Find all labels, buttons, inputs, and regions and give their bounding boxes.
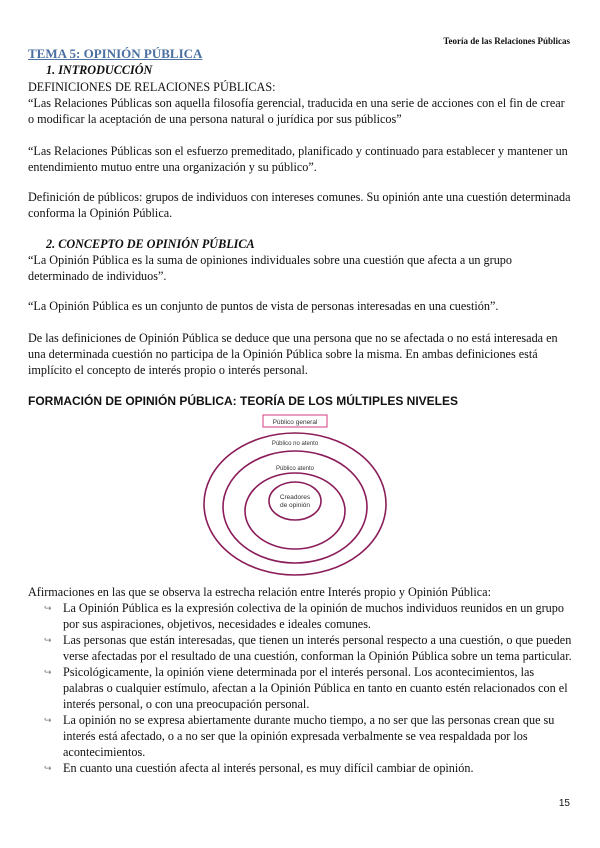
list-item — [28, 632, 573, 664]
rrpp-definition-1: “Las Relaciones Públicas son aquella filosofía gerencial, traducida en una serie de acciones con el fin de crear o modificar la aceptación de una persona natural o jurídica por sus públicos” — [28, 96, 565, 126]
op-definition-1: “La Opinión Pública es la suma de opiniones individuales sobre una cuestión que afecta a un grupo determinado de individuos”. — [28, 253, 512, 283]
diagram-ring2-label: Público no atento — [271, 441, 319, 447]
list-item — [28, 664, 573, 712]
list-item — [28, 760, 573, 776]
diagram-core-line1: Creadores — [279, 494, 311, 501]
bullet-arrow-icon: ↪ — [44, 635, 52, 645]
list-item — [28, 600, 573, 632]
ring-publico-atento — [245, 473, 345, 549]
afirmaciones-intro: Afirmaciones en las que se observa la estrecha relación entre Interés propio y Opinión Pública: — [28, 585, 491, 599]
section-heading-concepto: 2. CONCEPTO DE OPINIÓN PÚBLICA — [46, 237, 255, 251]
page-title: TEMA 5: OPINIÓN PÚBLICA — [28, 46, 203, 61]
subheading-definiciones: DEFINICIONES DE RELACIONES PÚBLICAS: — [28, 80, 276, 94]
bullet-arrow-icon: ↪ — [44, 603, 52, 613]
core-creadores-de-opinion — [269, 482, 321, 520]
diagram-ring3-label: Público atento — [275, 466, 315, 472]
diagram-outer-label: Público general — [272, 419, 318, 426]
multiple-levels-diagram — [185, 410, 425, 585]
publicos-definition: Definición de públicos: grupos de individuos con intereses comunes. Su opinión ante una cuestión determinada conforma la Opinión Pública. — [28, 190, 571, 220]
list-item-text: Las personas que están interesadas, que tienen un interés personal respecto a una cuestión, o que pueden verse afectadas por el resultado de una cuestión, conforman la Opinión Pública sobre un tema particular. — [63, 633, 572, 663]
diagram-core-line2: de opinión — [280, 502, 310, 509]
section-heading-introduccion: 1. INTRODUCCIÓN — [46, 63, 153, 77]
bullet-arrow-icon: ↪ — [44, 763, 52, 773]
page-number: 15 — [558, 798, 570, 809]
running-header: Teoría de las Relaciones Públicas — [443, 36, 570, 46]
afirmaciones-list — [28, 600, 573, 776]
bullet-arrow-icon: ↪ — [44, 715, 52, 725]
list-item — [28, 712, 573, 760]
list-item-text: La opinión no se expresa abiertamente durante mucho tiempo, a no ser que las personas crean que su interés está afectado, o a no ser que la opinión expresada verbalmente se vea respaldada por los acontecimientos. — [63, 713, 555, 759]
list-item-text: Psicológicamente, la opinión viene determinada por el interés personal. Los acontecimientos, las palabras o cualquier estímulo, afectan a la Opinión Pública en tanto en cuanto estén relacionados con el interés personal, o con una preocupación personal. — [63, 665, 568, 711]
rrpp-definition-2: “Las Relaciones Públicas son el esfuerzo premeditado, planificado y continuado para establecer y mantener un entendimiento mutuo entre una organización y su público”. — [28, 144, 568, 174]
section-heading-formacion: FORMACIÓN DE OPINIÓN PÚBLICA: TEORÍA DE LOS MÚLTIPLES NIVELES — [28, 394, 459, 408]
list-item-text: La Opinión Pública es la expresión colectiva de la opinión de muchos individuos reunidos en un grupo por sus aspiraciones, objetivos, necesidades e ideales comunes. — [63, 601, 564, 631]
op-definition-2: “La Opinión Pública es un conjunto de puntos de vista de personas interesadas en una cuestión”. — [28, 299, 499, 313]
list-item-text: En cuanto una cuestión afecta al interés personal, es muy difícil cambiar de opinión. — [63, 761, 474, 775]
bullet-arrow-icon: ↪ — [44, 667, 52, 677]
op-deduccion-paragraph: De las definiciones de Opinión Pública se deduce que una persona que no se afectada o no está interesada en una determinada cuestión no participa de la Opinión Pública sobre la misma. En ambas definiciones está implícito el concepto de interés propio o interés personal. — [28, 331, 558, 377]
